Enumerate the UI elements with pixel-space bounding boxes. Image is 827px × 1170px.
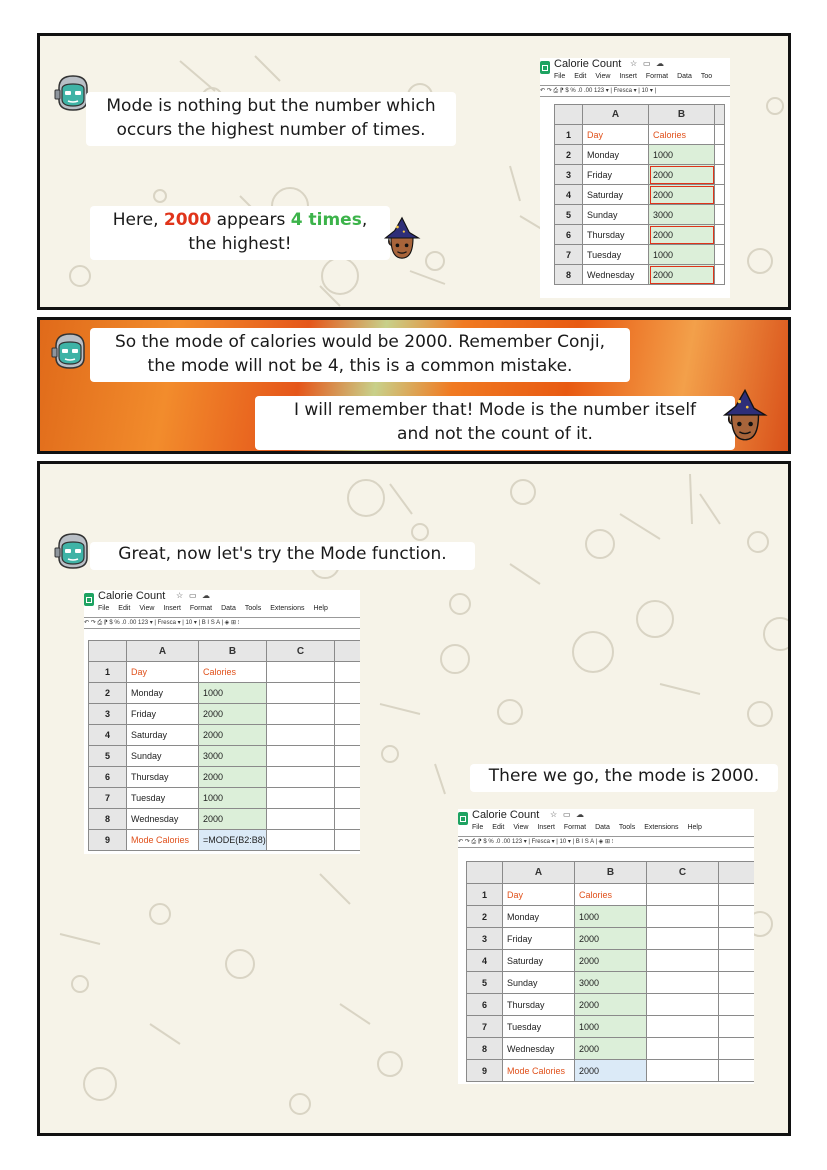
column-header-a[interactable]: A [583, 105, 649, 125]
row-number[interactable]: 5 [555, 205, 583, 225]
menu-file[interactable]: File [472, 824, 484, 831]
row-number[interactable]: 3 [467, 928, 503, 950]
sheet-grid [466, 861, 754, 1082]
column-header-c[interactable]: C [267, 641, 335, 662]
comic-panel-1 [37, 33, 791, 310]
kid-line-2: and not the count of it. [397, 424, 593, 444]
row-number[interactable]: 5 [467, 972, 503, 994]
sheet-grid [88, 640, 360, 851]
sheet-title: Calorie Count [472, 809, 540, 821]
cell-b8[interactable]: 2000 [199, 809, 267, 830]
cell-a7[interactable]: Tuesday [503, 1016, 575, 1038]
menu-format[interactable]: Format [563, 824, 587, 831]
row-number[interactable]: 3 [555, 165, 583, 185]
column-header-a[interactable]: A [127, 641, 199, 662]
cell-b9-mode-formula[interactable]: =MODE(B2:B8) [199, 830, 267, 851]
row-number[interactable]: 3 [89, 704, 127, 725]
google-sheets-icon [84, 593, 94, 606]
star-icon[interactable]: ☆ [176, 591, 184, 600]
cell-b5[interactable]: 3000 [199, 746, 267, 767]
cell-a8[interactable]: Wednesday [583, 265, 649, 285]
cell-a6[interactable]: Thursday [583, 225, 649, 245]
wizard-kid-avatar-icon [380, 216, 424, 260]
cell-b4[interactable]: 2000 [199, 725, 267, 746]
kid-line-suffix: , [361, 210, 368, 230]
cell-b4[interactable]: 2000 [575, 950, 647, 972]
cell-a6[interactable]: Thursday [127, 767, 199, 788]
robot-line-1: So the mode of calories would be 2000. Remember Conji, [115, 332, 605, 352]
cell-a9-mode-label[interactable]: Mode Calories [503, 1060, 575, 1082]
cell-b1[interactable]: Calories [649, 125, 715, 145]
cell-b5[interactable]: 3000 [575, 972, 647, 994]
row-number[interactable]: 9 [467, 1060, 503, 1082]
row-number[interactable]: 4 [89, 725, 127, 746]
cell-a5[interactable]: Sunday [127, 746, 199, 767]
cell-b2[interactable]: 1000 [199, 683, 267, 704]
row-number[interactable]: 2 [555, 145, 583, 165]
google-sheets-icon [540, 61, 550, 74]
column-header-b[interactable]: B [575, 862, 647, 884]
row-number[interactable]: 1 [555, 125, 583, 145]
menu-extensions[interactable]: Extensions [270, 605, 305, 612]
wizard-kid-avatar-icon [720, 388, 770, 442]
column-header-a[interactable]: A [503, 862, 575, 884]
spreadsheet-calorie-count-formula [84, 590, 360, 854]
cell-a3[interactable]: Friday [503, 928, 575, 950]
cell-b7[interactable]: 1000 [649, 245, 715, 265]
row-number[interactable]: 2 [467, 906, 503, 928]
menu-insert[interactable]: Insert [537, 824, 555, 831]
star-icon[interactable]: ☆ [550, 810, 558, 819]
robot-speech-bubble [90, 328, 630, 382]
cell-b9-mode-result[interactable]: 2000 [575, 1060, 647, 1082]
kid-speech-bubble [90, 206, 390, 260]
row-number[interactable]: 7 [467, 1016, 503, 1038]
menu-file[interactable]: File [554, 73, 566, 80]
cell-a5[interactable]: Sunday [503, 972, 575, 994]
cell-b2[interactable]: 1000 [575, 906, 647, 928]
robot-avatar-icon [53, 532, 93, 572]
kid-line-value: 2000 [163, 210, 212, 230]
kid-line-prefix: Here, [112, 210, 159, 230]
cell-a7[interactable]: Tuesday [127, 788, 199, 809]
row-number[interactable]: 4 [555, 185, 583, 205]
row-number[interactable]: 5 [89, 746, 127, 767]
result-line: There we go, the mode is 2000. [488, 766, 760, 786]
cell-a3[interactable]: Friday [583, 165, 649, 185]
result-caption-bubble [470, 764, 778, 792]
menu-help[interactable]: Help [687, 824, 702, 831]
cell-a2[interactable]: Monday [583, 145, 649, 165]
menu-view[interactable]: View [139, 605, 155, 612]
menu-format[interactable]: Format [645, 73, 669, 80]
comic-panel-3 [37, 461, 791, 1136]
row-number[interactable]: 6 [89, 767, 127, 788]
row-number[interactable]: 2 [89, 683, 127, 704]
cell-b3-highlighted[interactable]: 2000 [649, 165, 715, 185]
menu-file[interactable]: File [98, 605, 110, 612]
cell-a6[interactable]: Thursday [503, 994, 575, 1016]
robot-speech-bubble [86, 92, 456, 146]
menu-data[interactable]: Data [595, 824, 610, 831]
cell-b8[interactable]: 2000 [575, 1038, 647, 1060]
column-header-b[interactable]: B [649, 105, 715, 125]
row-number[interactable]: 6 [467, 994, 503, 1016]
menu-view[interactable]: View [595, 73, 611, 80]
cell-b6[interactable]: 2000 [575, 994, 647, 1016]
sheet-title: Calorie Count [98, 590, 166, 602]
cell-a1[interactable]: Day [127, 662, 199, 683]
google-sheets-icon [458, 812, 468, 825]
kid-line-count: 4 times [290, 210, 362, 230]
cell-b3[interactable]: 2000 [575, 928, 647, 950]
menu-extensions[interactable]: Extensions [644, 824, 679, 831]
row-number[interactable]: 8 [89, 809, 127, 830]
cell-a1[interactable]: Day [583, 125, 649, 145]
sheet-toolbar[interactable]: ↶ ↷ ⎙ ⁋ $ % .0 .00 123 ▾ | Fresca ▾ | 10 ▾ | B I S A | ◈ ⊞ ⁝ [84, 617, 360, 629]
menu-tools[interactable]: Tools [244, 605, 262, 612]
menu-view[interactable]: View [513, 824, 529, 831]
menu-insert[interactable]: Insert [619, 73, 637, 80]
row-number[interactable]: 8 [555, 265, 583, 285]
kid-line-mid: appears [216, 210, 286, 230]
menu-edit[interactable]: Edit [574, 73, 587, 80]
cell-a8[interactable]: Wednesday [127, 809, 199, 830]
cell-b7[interactable]: 1000 [199, 788, 267, 809]
cell-a9-mode-label[interactable]: Mode Calories [127, 830, 199, 851]
cell-a1[interactable]: Day [503, 884, 575, 906]
sheet-menu-bar [98, 605, 337, 612]
cloud-icon: ☁ [202, 591, 210, 600]
row-number[interactable]: 6 [555, 225, 583, 245]
robot-line-1: Mode is nothing but the number which [106, 96, 436, 116]
menu-data[interactable]: Data [221, 605, 236, 612]
sheet-menu-bar [554, 73, 721, 80]
cell-a4[interactable]: Saturday [583, 185, 649, 205]
row-number[interactable]: 4 [467, 950, 503, 972]
menu-help[interactable]: Help [313, 605, 328, 612]
cell-b7[interactable]: 1000 [575, 1016, 647, 1038]
cell-b2[interactable]: 1000 [649, 145, 715, 165]
cell-a3[interactable]: Friday [127, 704, 199, 725]
cell-a2[interactable]: Monday [127, 683, 199, 704]
folder-icon[interactable]: ▭ [643, 59, 651, 68]
menu-insert[interactable]: Insert [163, 605, 181, 612]
cell-b4-highlighted[interactable]: 2000 [649, 185, 715, 205]
robot-line-2: occurs the highest number of times. [116, 120, 426, 140]
spreadsheet-calorie-count-result [458, 809, 754, 1084]
cell-b8-highlighted[interactable]: 2000 [649, 265, 715, 285]
kid-line-1: I will remember that! Mode is the number itself [293, 400, 697, 420]
menu-tools[interactable]: Tools [618, 824, 636, 831]
cloud-icon: ☁ [576, 810, 584, 819]
cell-b6-highlighted[interactable]: 2000 [649, 225, 715, 245]
column-header-c[interactable]: C [647, 862, 719, 884]
row-number[interactable]: 1 [467, 884, 503, 906]
folder-icon[interactable]: ▭ [563, 810, 571, 819]
kid-line-2: the highest! [188, 234, 292, 254]
sheet-toolbar[interactable]: ↶ ↷ ⎙ ⁋ $ % .0 .00 123 ▾ | Fresca ▾ | 10 ▾ | B I S A | ◈ ⊞ ⁝ [458, 836, 754, 848]
star-icon[interactable]: ☆ [630, 59, 638, 68]
cell-b3[interactable]: 2000 [199, 704, 267, 725]
sheet-menu-bar [472, 824, 711, 831]
comic-panel-2 [37, 317, 791, 454]
sheet-grid [554, 104, 725, 285]
cell-b1[interactable]: Calories [199, 662, 267, 683]
cell-a4[interactable]: Saturday [503, 950, 575, 972]
cloud-icon: ☁ [656, 59, 664, 68]
row-number[interactable]: 7 [555, 245, 583, 265]
column-header-b[interactable]: B [199, 641, 267, 662]
cell-b1[interactable]: Calories [575, 884, 647, 906]
cell-b6[interactable]: 2000 [199, 767, 267, 788]
row-number[interactable]: 8 [467, 1038, 503, 1060]
menu-format[interactable]: Format [189, 605, 213, 612]
spreadsheet-calorie-count-small [540, 58, 730, 298]
robot-line-2: the mode will not be 4, this is a common mistake. [147, 356, 573, 376]
cell-a2[interactable]: Monday [503, 906, 575, 928]
sheet-title: Calorie Count [554, 58, 622, 70]
row-number[interactable]: 9 [89, 830, 127, 851]
menu-edit[interactable]: Edit [492, 824, 505, 831]
row-number[interactable]: 7 [89, 788, 127, 809]
cell-b5[interactable]: 3000 [649, 205, 715, 225]
cell-a8[interactable]: Wednesday [503, 1038, 575, 1060]
robot-avatar-icon [50, 332, 90, 372]
menu-tools[interactable]: Too [700, 73, 713, 80]
folder-icon[interactable]: ▭ [189, 591, 197, 600]
row-number[interactable]: 1 [89, 662, 127, 683]
kid-speech-bubble [255, 396, 735, 450]
menu-edit[interactable]: Edit [118, 605, 131, 612]
sheet-toolbar[interactable]: ↶ ↷ ⎙ ⁋ $ % .0 .00 123 ▾ | Fresca ▾ | 10 ▾ | [540, 85, 730, 97]
cell-a7[interactable]: Tuesday [583, 245, 649, 265]
robot-line: Great, now let's try the Mode function. [118, 544, 447, 564]
cell-a5[interactable]: Sunday [583, 205, 649, 225]
menu-data[interactable]: Data [677, 73, 692, 80]
cell-a4[interactable]: Saturday [127, 725, 199, 746]
robot-speech-bubble [90, 542, 475, 570]
